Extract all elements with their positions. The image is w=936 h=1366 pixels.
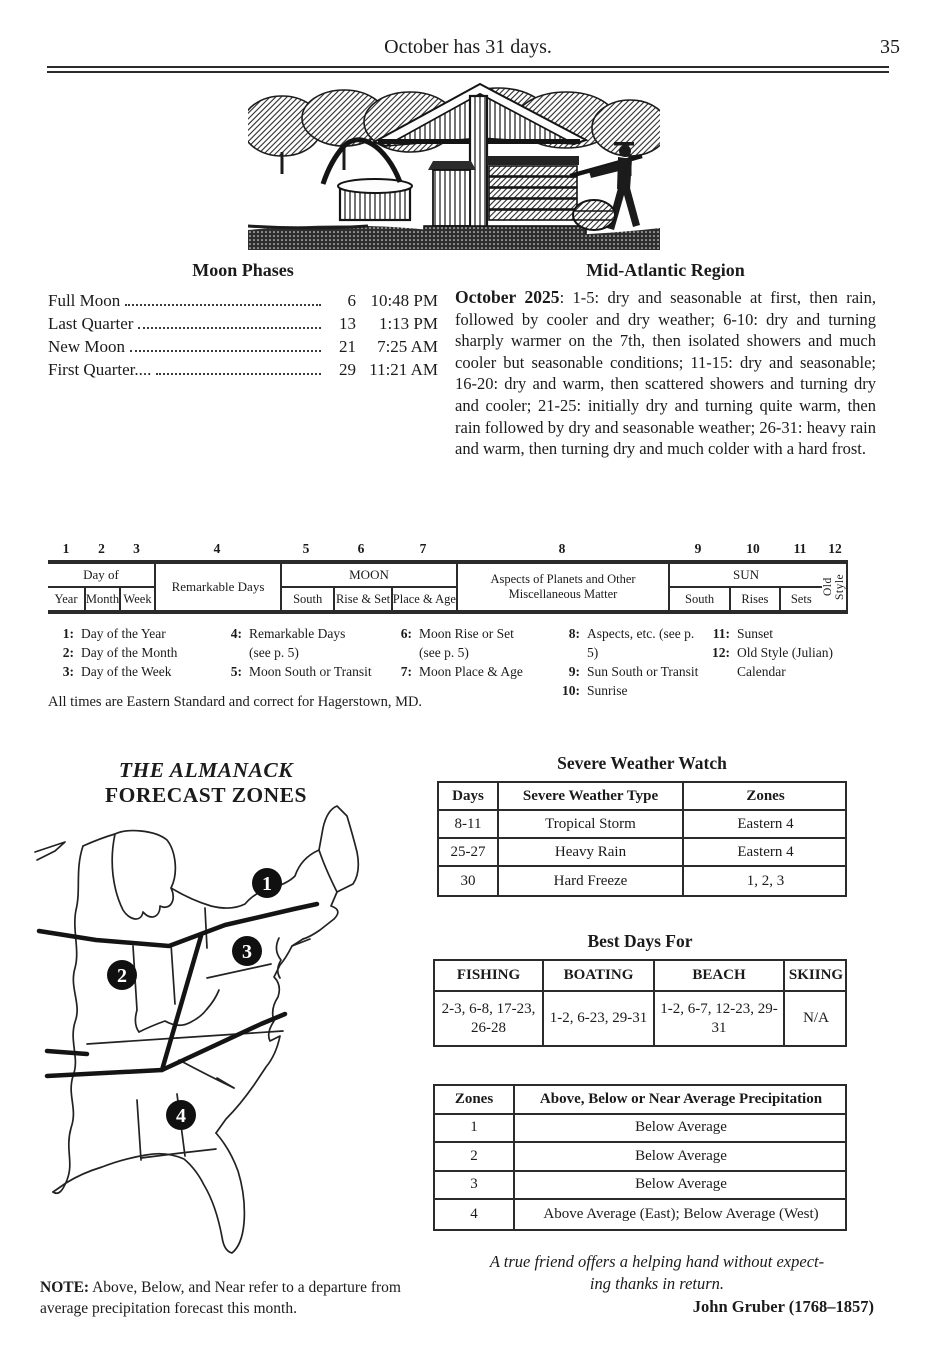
phase-day: 29: [339, 360, 356, 379]
forecast-body: : 1-5: dry and seasonable at first, then rain, followed by cooler and dry weather; 6-10: dry and turning sharply warmer on the 7th, then isolated showers and much cooler but seasonable conditions; 11-15: dry and seasonable; 16-20: dry and warm, then scattered showers and turning dry and cooler; 21-25: initially dry and turning quite warm, then rain followed by dry and seasonable weather; 26-31: heavy rain and warm, then turning dry and much colder with a hard frost.: [455, 288, 876, 459]
sww-cell: Hard Freeze: [499, 867, 684, 895]
moon-riseset-header: Rise & Set: [333, 588, 390, 610]
bdf-header-beach: BEACH: [692, 967, 746, 983]
bdf-header-skiing: SKIING: [788, 967, 844, 983]
prc-header-precip: Above, Below or Near Average Precipitation: [539, 1090, 823, 1107]
page-number: 35: [880, 36, 900, 58]
col-num: 8: [558, 541, 566, 556]
legend-item: 8: Aspects, etc. (see p. 5): [568, 626, 695, 660]
sww-header-days: Days: [452, 787, 484, 804]
note-label: NOTE:: [40, 1279, 90, 1296]
col-num: 3: [133, 541, 140, 556]
phase-name: First Quarter....: [48, 360, 152, 379]
day-of-week-header: Week: [119, 588, 154, 610]
col-num: 11: [793, 541, 807, 556]
column-key-table: [48, 560, 848, 614]
phase-day: 13: [339, 314, 356, 333]
sun-header: SUN: [670, 564, 822, 588]
sww-cell: 1, 2, 3: [746, 872, 785, 889]
sun-sets-header: Sets: [779, 588, 822, 610]
prc-header-zones: Zones: [454, 1090, 494, 1107]
col-num: 2: [98, 541, 105, 556]
prc-cell: Below Average: [515, 1143, 847, 1172]
zone-1-label: 1: [262, 873, 272, 895]
almanack-title-line2: FORECAST ZONES: [105, 783, 307, 807]
sww-cell: Tropical Storm: [499, 811, 684, 839]
sun-rises-header: Rises: [729, 588, 778, 610]
legend-item: 2: Day of the Month: [62, 645, 178, 660]
severe-weather-title: Severe Weather Watch: [557, 753, 727, 773]
column-key-legend: [50, 624, 862, 700]
phase-time: 10:48 PM: [370, 291, 438, 310]
column-key: [48, 541, 848, 614]
severe-weather-table: [437, 781, 847, 897]
precipitation-table: [433, 1084, 847, 1231]
forecast-zones-map: [28, 788, 420, 1286]
quote-attribution: John Gruber (1768–1857): [692, 1297, 874, 1316]
phase-day: 6: [347, 291, 356, 310]
sww-cell: Eastern 4: [684, 839, 847, 867]
page-title: October has 31 days.: [384, 36, 552, 58]
times-footnote: All times are Eastern Standard and correct for Hagerstown, MD.: [48, 694, 423, 710]
moon-placeage-header: Place & Age: [391, 588, 456, 610]
note-text: Above, Below, and Near refer to a departure from average precipitation forecast this month.: [40, 1279, 401, 1317]
phase-time: 1:13 PM: [378, 314, 438, 333]
moon-south-header: South: [293, 591, 323, 606]
zone-2-label: 2: [117, 965, 127, 987]
sun-south-header: South: [685, 591, 715, 606]
engraving-illustration-icon: [248, 78, 660, 250]
prc-cell: Below Average: [515, 1115, 847, 1144]
day-of-year-header: Year: [54, 591, 78, 606]
day-of-group: [48, 564, 154, 610]
moon-phases-title: Moon Phases: [192, 260, 294, 280]
legend-item: 10: Sunrise: [562, 683, 628, 698]
day-of-header: Day of: [48, 564, 154, 588]
dot-leader: [125, 304, 321, 306]
bdf-header-boating: BOATING: [563, 967, 634, 983]
sww-header-zones: Zones: [746, 787, 785, 804]
forecast-region-title: Mid-Atlantic Region: [586, 260, 745, 280]
col-num: 5: [302, 541, 310, 556]
forecast-month-lead: October 2025: [455, 287, 560, 307]
legend-item: 1: Day of the Year: [62, 626, 166, 641]
prc-cell: 4: [435, 1200, 515, 1229]
aspects-header: Aspects of Planets and Other Miscellaneous Matter: [456, 564, 668, 610]
sww-cell: Eastern 4: [684, 811, 847, 839]
best-days-title: Best Days For: [587, 931, 693, 951]
remarkable-days-header: Remarkable Days: [154, 564, 280, 610]
sww-cell: Heavy Rain: [499, 839, 684, 867]
legend-item: 3: Day of the Week: [62, 664, 172, 679]
moon-header: MOON: [282, 564, 456, 588]
legend-item: 7: Moon Place & Age: [400, 664, 523, 679]
best-days-table: [433, 959, 847, 1047]
moon-phase-row: [48, 335, 438, 358]
quote-block: [438, 1251, 876, 1319]
col-num: 1: [62, 541, 70, 556]
bdf-cell: 1-2, 6-7, 12-23, 29-31: [655, 992, 785, 1045]
sww-header-type: Severe Weather Type: [522, 787, 659, 804]
day-of-month-header: Month: [84, 588, 119, 610]
old-style-header: Old Style: [822, 564, 848, 610]
moon-phase-row: [48, 358, 438, 381]
moon-group: [280, 564, 456, 610]
prc-cell: 1: [435, 1115, 515, 1144]
phase-day: 21: [339, 337, 356, 356]
sun-group: [668, 564, 822, 610]
dot-leader: [138, 327, 321, 329]
prc-cell: Above Average (East); Below Average (West): [543, 1205, 819, 1222]
sww-cell: 8-11: [439, 811, 499, 839]
note-block: [40, 1277, 438, 1319]
bdf-header-fishing: FISHING: [456, 967, 521, 983]
col-num: 9: [694, 541, 702, 556]
phase-name: Last Quarter: [48, 314, 134, 333]
header-double-rule: [47, 66, 889, 73]
column-numbers-row: [48, 541, 848, 557]
prc-cell: 2: [435, 1143, 515, 1172]
phase-time: 11:21 AM: [369, 360, 438, 379]
phase-name: New Moon: [48, 337, 125, 356]
zone-3-label: 3: [242, 941, 252, 963]
moon-phases-section: [48, 260, 438, 381]
legend-item: 6: Moon Rise or Set (see p. 5): [400, 626, 514, 660]
bdf-cell: 2-3, 6-8, 17-23, 26-28: [435, 992, 544, 1045]
col-num: 6: [357, 541, 365, 556]
sww-cell: 30: [439, 867, 499, 895]
col-num: 12: [828, 541, 842, 556]
col-num: 4: [213, 541, 221, 556]
cider-press-engraving: [248, 78, 660, 250]
dot-leader: [130, 350, 321, 352]
legend-item: 11: Sunset: [712, 626, 774, 641]
phase-name: Full Moon: [48, 291, 121, 310]
dot-leader: [156, 373, 321, 375]
col-num: 7: [419, 541, 427, 556]
moon-phase-row: [48, 289, 438, 312]
col-num: 10: [746, 541, 760, 556]
prc-cell: Below Average: [515, 1172, 847, 1201]
quote-line2: ing thanks in return.: [589, 1274, 725, 1293]
regional-forecast-section: [455, 260, 876, 460]
moon-phase-row: [48, 312, 438, 335]
legend-item: 9: Sun South or Transit: [568, 664, 699, 679]
legend-item: 4: Remarkable Days (see p. 5): [230, 626, 346, 660]
legend-item: 5: Moon South or Transit: [230, 664, 372, 679]
phase-time: 7:25 AM: [377, 337, 438, 356]
eastern-us-map-icon: [28, 788, 420, 1286]
sww-cell: 25-27: [439, 839, 499, 867]
bdf-cell: 1-2, 6-23, 29-31: [544, 992, 655, 1045]
zone-4-label: 4: [176, 1105, 186, 1127]
legend-item: 12: Old Style (Julian) Calendar: [712, 645, 833, 679]
quote-line1: A true friend offers a helping hand without expect-: [489, 1252, 825, 1271]
almanack-title-line1: THE ALMANACK: [118, 758, 294, 782]
forecast-text: [455, 287, 876, 460]
bdf-cell: N/A: [803, 1010, 829, 1026]
prc-cell: 3: [435, 1172, 515, 1201]
